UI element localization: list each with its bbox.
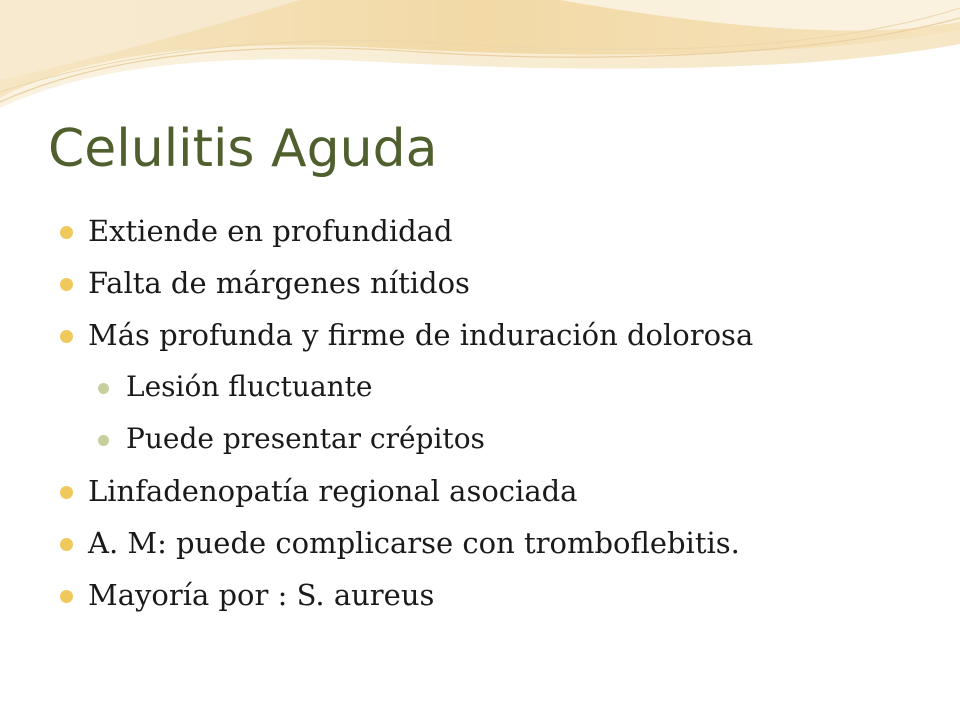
bullet-text: Falta de márgenes nítidos — [88, 266, 470, 300]
sub-bullet-item — [98, 364, 920, 416]
bullet-marker-icon — [60, 226, 73, 239]
bullet-text: Mayoría por : S. aureus — [88, 578, 435, 612]
bullet-item — [60, 208, 920, 260]
sub-bullet-marker-icon — [98, 435, 109, 446]
bullet-marker-icon — [60, 278, 73, 291]
bullet-item — [60, 260, 920, 312]
bullet-item — [60, 572, 920, 624]
header-swoosh-decoration — [0, 0, 960, 110]
bullet-marker-icon — [60, 330, 73, 343]
bullet-text: Más profunda y firme de induración dolorosa — [88, 318, 754, 352]
bullet-text: Extiende en profundidad — [88, 214, 453, 248]
bullet-marker-icon — [60, 486, 73, 499]
bullet-item — [60, 312, 920, 364]
sub-bullet-item — [98, 416, 920, 468]
bullet-text: Linfadenopatía regional asociada — [88, 474, 578, 508]
sub-bullet-marker-icon — [98, 383, 109, 394]
bullet-text: A. M: puede complicarse con tromboflebitis. — [88, 526, 740, 560]
bullet-marker-icon — [60, 538, 73, 551]
bullet-item — [60, 520, 920, 572]
sub-bullet-text: Lesión fluctuante — [126, 370, 373, 403]
bullet-item — [60, 468, 920, 520]
bullet-marker-icon — [60, 590, 73, 603]
bullet-list — [60, 208, 920, 624]
slide-title: Celulitis Aguda — [48, 119, 438, 179]
sub-bullet-text: Puede presentar crépitos — [126, 422, 485, 455]
